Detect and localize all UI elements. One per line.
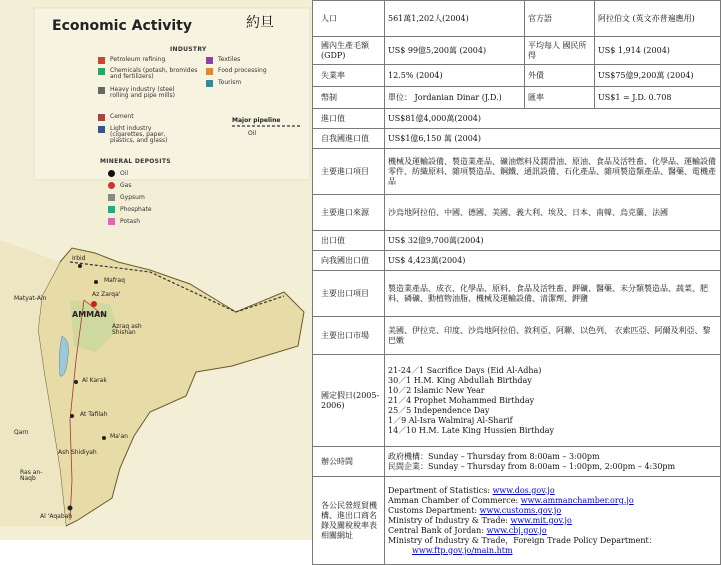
row-value: US$1億6,150 萬 (2004) (385, 129, 721, 149)
table-row (313, 37, 721, 65)
row-label: 主要出口項目 (313, 271, 385, 317)
row-label: 進口值 (313, 109, 385, 129)
row-label: 主要進口來源 (313, 195, 385, 231)
map-graphic (0, 0, 312, 540)
holiday-item: 25／5 Independence Day (388, 405, 490, 415)
table-row (313, 87, 721, 109)
website-link[interactable]: www.customs.gov.jo (479, 505, 562, 515)
row-label: 自我國進口值 (313, 129, 385, 149)
holiday-item: 1／9 Al-Isra Walmiraj Al-Sharif (388, 415, 513, 425)
place-label: Az Zarqa' (92, 291, 121, 298)
row-value: US$ 32億9,700萬(2004) (385, 231, 721, 251)
legend-oil: Oil (120, 170, 129, 177)
website-item (388, 546, 717, 556)
holiday-item: 30／1 H.M. King Abdullah Birthday (388, 375, 532, 385)
legend-chemicals: Chemicals (potash, bromides and fertilizers) (110, 67, 198, 80)
row-value: 美國、伊拉克、印度、沙烏地阿拉伯、敘利亞、阿聯、以色列、 衣索匹亞、阿爾及利亞、黎巴嫩 (385, 317, 721, 355)
place-label: Ma'an (110, 433, 128, 440)
office-hours-item: 民間企業：Sunday – Thursday from 8:00am – 1:00pm, 2:00pm – 4:30pm (388, 461, 676, 471)
place-label: At Tafilah (80, 411, 108, 418)
row-label: 外債 (525, 65, 595, 87)
phosphate-icon (108, 206, 115, 213)
oil-icon (108, 170, 115, 177)
website-list (385, 477, 721, 565)
office-hours-item: 政府機構：Sunday – Thursday from 8:00am – 3:00pm (388, 451, 600, 461)
row-label: 主要進口項目 (313, 149, 385, 195)
holiday-item: 14／10 H.M. Late King Hussien Birthday (388, 425, 554, 435)
legend-light-industry: Light industry (cigarettes, paper, plastics, and glass) (110, 125, 168, 144)
heavy-industry-icon (98, 87, 105, 94)
country-name: 約旦 (246, 15, 274, 31)
refinery-icon (98, 57, 105, 64)
row-label: 出口值 (313, 231, 385, 251)
legend-heavy-industry: Heavy industry (steel rolling and pipe mills) (110, 86, 175, 99)
website-link[interactable]: www.cbj.gov.jo (486, 525, 547, 535)
legend-potash: Potash (120, 218, 141, 225)
row-value: US$ 4,423萬(2004) (385, 251, 721, 271)
holiday-item: 21／4 Prophet Mohammed Birthday (388, 395, 535, 405)
table-row (313, 271, 721, 317)
row-value: 製造業產品、成衣、化學品、原料、食品及活牲畜、鉀礦、醫藥、未分類製造品、蔬菜、肥料、磷礦、動植物油脂、機械及運輸設備、清潔劑、鉀鹽 (385, 271, 721, 317)
economic-activity-map (0, 0, 312, 540)
row-label: 幣制 (313, 87, 385, 109)
place-label: Azraq ash Shishan (112, 323, 142, 336)
place-label: Ras an-Naqb (20, 469, 43, 482)
website-item: Amman Chamber of Commerce: www.ammanchamber.org.jo (388, 495, 634, 505)
table-row (313, 65, 721, 87)
row-label: 平均每人 國民所得 (525, 37, 595, 65)
row-label: 辦公時間 (313, 447, 385, 477)
place-label: Matyat-Ain (14, 295, 47, 302)
row-value: 12.5% (2004) (385, 65, 525, 87)
row-value: 機械及運輸設備、製造業產品、礦油燃料及潤滑油、原油、食品及活牲畜、化學品、運輸設備零件、紡織原料、雜項製造品、鋼鐵、通訊設備、石化產品、雜項製造類產品、醫藥、電機產品 (385, 149, 721, 195)
table-row (313, 195, 721, 231)
row-value: US$81億4,000萬(2004) (385, 109, 721, 129)
row-value: US$ 99億5,200萬 (2004) (385, 37, 525, 65)
tourism-icon (206, 80, 213, 87)
legend-phosphate: Phosphate (120, 206, 152, 213)
country-info-table (312, 0, 721, 565)
legend-gypsum: Gypsum (120, 194, 145, 201)
row-value: 561萬1,202人(2004) (385, 1, 525, 37)
table-row (313, 477, 721, 565)
place-label: Mafraq (104, 277, 125, 284)
legend-refinery: Petroleum refining (110, 56, 166, 63)
light-industry-icon (98, 126, 105, 133)
row-label: 國內生產毛額 (GDP) (313, 37, 385, 65)
table-row (313, 129, 721, 149)
food-icon (206, 68, 213, 75)
mineral-heading: MINERAL DEPOSITS (100, 158, 171, 165)
website-link[interactable]: www.ammanchamber.org.jo (520, 495, 634, 505)
website-item: Department of Statistics: www.dos.gov.jo (388, 485, 555, 495)
legend-tourism: Tourism (218, 79, 242, 86)
row-label: 國定假日(2005-2006) (313, 355, 385, 447)
row-value: 單位： Jordanian Dinar (J.D.) (385, 87, 525, 109)
row-value: 阿拉伯文 (英文亦普遍應用) (595, 1, 721, 37)
website-item: Ministry of Industry & Trade: www.mit.gov.jo (388, 515, 572, 525)
table-row (313, 317, 721, 355)
row-value: US$ 1,914 (2004) (595, 37, 721, 65)
row-label: 官方語 (525, 1, 595, 37)
table-row (313, 109, 721, 129)
gypsum-icon (108, 194, 115, 201)
table-row (313, 355, 721, 447)
textile-icon (206, 57, 213, 64)
table-row (313, 149, 721, 195)
place-label-capital: AMMAN (72, 310, 107, 319)
place-label: Qarn (14, 429, 29, 436)
table-row (313, 1, 721, 37)
holiday-item: 21-24／1 Sacrifice Days (Eid Al-Adha) (388, 365, 542, 375)
table-row (313, 447, 721, 477)
cement-icon (98, 114, 105, 121)
row-label: 主要出口市場 (313, 317, 385, 355)
place-label: Al 'Aqabah (40, 513, 73, 520)
potash-icon (108, 218, 115, 225)
pipeline-legend-label: Major pipeline (232, 117, 281, 124)
row-value: US$1 = J.D. 0.708 (595, 87, 721, 109)
holiday-item: 10／2 Islamic New Year (388, 385, 485, 395)
website-link[interactable]: www.ftp.gov.jo/main.htm (412, 545, 513, 555)
legend-gas: Gas (120, 182, 132, 189)
row-label: 人口 (313, 1, 385, 37)
legend-textiles: Textiles (218, 56, 241, 63)
row-label: 向我國出口值 (313, 251, 385, 271)
office-hours (385, 447, 721, 477)
row-value: 沙烏地阿拉伯、中國、德國、美國、義大利、埃及、日本、南韓、烏克蘭、法國 (385, 195, 721, 231)
place-label: Al Karak (82, 377, 107, 384)
pipeline-oil-label: Oil (248, 130, 257, 137)
country-info-table-wrap (312, 0, 720, 555)
website-item: Ministry of Industry & Trade，Foreign Trade Policy Department： (388, 535, 657, 545)
row-label: 各公民營經貿機構、進出口商名錄及關稅稅率表相關網址 (313, 477, 385, 565)
legend-food: Food processing (218, 67, 267, 74)
row-label: 失業率 (313, 65, 385, 87)
map-title: Economic Activity (52, 18, 192, 34)
row-label: 匯率 (525, 87, 595, 109)
table-row (313, 251, 721, 271)
table-row (313, 231, 721, 251)
row-value: US$75億9,200萬 (2004) (595, 65, 721, 87)
place-label: Ash Shidiyah (58, 449, 97, 456)
holiday-list (385, 355, 721, 447)
website-link[interactable]: www.dos.gov.jo (492, 485, 555, 495)
place-label: Irbid (72, 255, 86, 262)
gas-icon (108, 182, 115, 189)
industry-heading: INDUSTRY (170, 46, 207, 53)
website-link[interactable]: www.mit.gov.jo (510, 515, 572, 525)
website-item: Central Bank of Jordan: www.cbj.gov.jo (388, 525, 547, 535)
chemical-icon (98, 68, 105, 75)
legend-cement: Cement (110, 113, 134, 120)
website-item: Customs Department: www.customs.gov.jo (388, 505, 562, 515)
